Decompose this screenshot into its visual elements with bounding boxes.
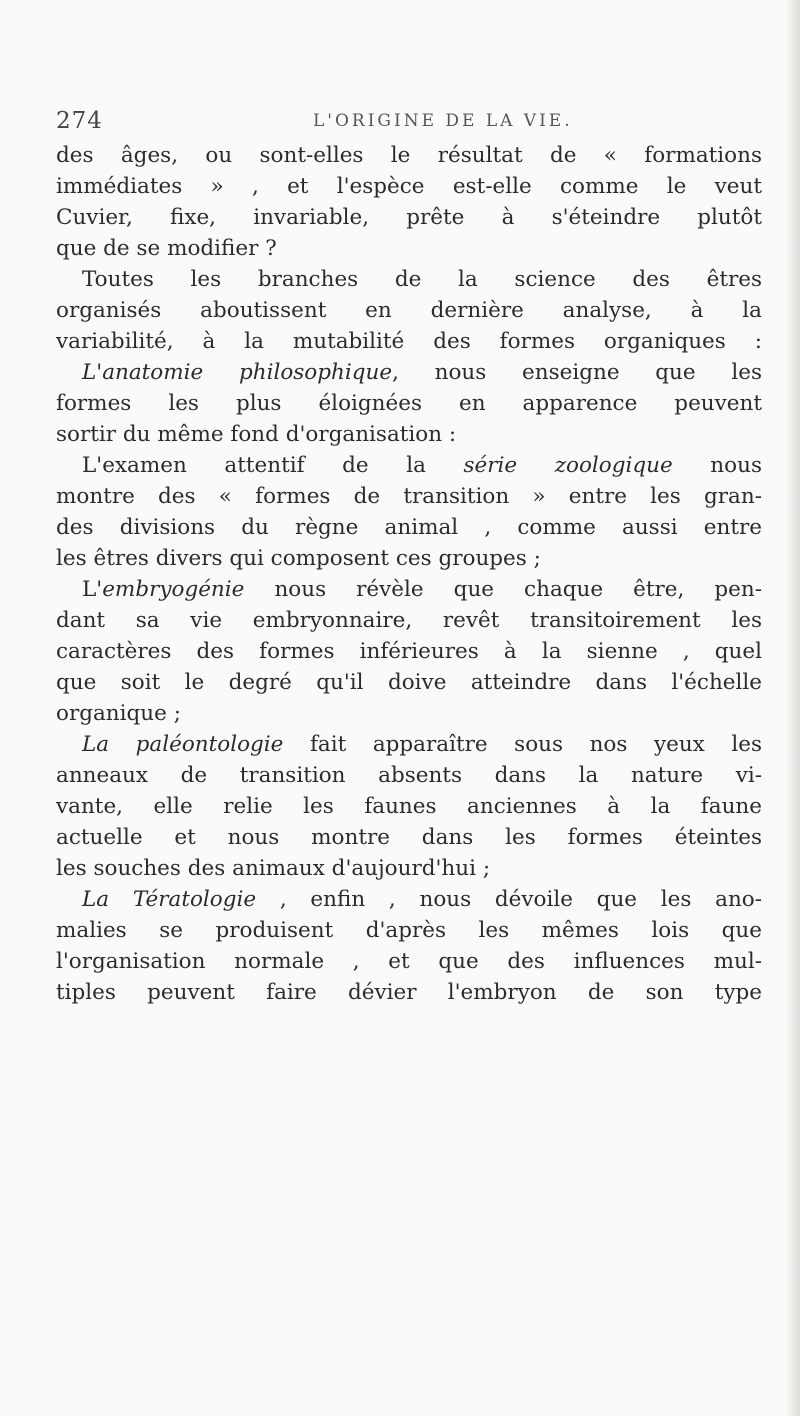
text-line bbox=[56, 698, 762, 729]
text-run: nous révèle que chaque être, pen- bbox=[244, 577, 762, 602]
text-run: Cuvier, fixe, invariable, prête à s'éteindre plutôt bbox=[56, 205, 762, 230]
text-run: l'organisation normale , et que des influences mul- bbox=[56, 949, 762, 974]
text-run: , enfin , nous dévoile que les ano- bbox=[256, 887, 762, 912]
text-line bbox=[56, 481, 762, 512]
text-line bbox=[56, 295, 762, 326]
text-run: nous bbox=[672, 453, 762, 478]
text-run: organisés aboutissent en dernière analyse, à la bbox=[56, 298, 762, 323]
text-line bbox=[56, 202, 762, 233]
text-run: des divisions du règne animal , comme aussi entre bbox=[56, 515, 762, 540]
text-line bbox=[56, 233, 762, 264]
text-run: montre des « formes de transition » entre les gran- bbox=[56, 484, 762, 509]
text-line bbox=[56, 543, 762, 574]
text-line bbox=[56, 853, 762, 884]
text-line bbox=[56, 946, 762, 977]
text-run: sortir du même fond d'organisation : bbox=[56, 422, 457, 447]
text-line bbox=[56, 977, 762, 1008]
text-line bbox=[56, 636, 762, 667]
text-run: immédiates » , et l'espèce est-elle comme le veut bbox=[56, 174, 762, 199]
italic-term: L'anatomie philosophique bbox=[82, 360, 393, 385]
text-line bbox=[56, 791, 762, 822]
text-run: formes les plus éloignées en apparence peuvent bbox=[56, 391, 762, 416]
text-line bbox=[56, 450, 762, 481]
text-line bbox=[56, 264, 762, 295]
running-head bbox=[56, 108, 756, 138]
text-line bbox=[56, 419, 762, 450]
text-line bbox=[56, 574, 762, 605]
text-line bbox=[56, 326, 762, 357]
text-line bbox=[56, 140, 762, 171]
text-line bbox=[56, 357, 762, 388]
text-run: actuelle et nous montre dans les formes éteintes bbox=[56, 825, 762, 850]
text-line bbox=[56, 729, 762, 760]
text-run: L'examen attentif de la bbox=[82, 453, 464, 478]
text-line bbox=[56, 667, 762, 698]
page-edge-shadow bbox=[786, 0, 800, 1416]
text-line bbox=[56, 512, 762, 543]
text-run: anneaux de transition absents dans la nature vi- bbox=[56, 763, 762, 788]
text-line bbox=[56, 822, 762, 853]
text-run: que de se modifier ? bbox=[56, 236, 277, 261]
body-text bbox=[56, 140, 762, 1008]
text-run: organique ; bbox=[56, 701, 181, 726]
italic-term: La Tératologie bbox=[82, 887, 257, 912]
text-line bbox=[56, 884, 762, 915]
italic-term: La paléontologie bbox=[82, 732, 284, 757]
text-run: variabilité, à la mutabilité des formes organiques : bbox=[56, 329, 762, 354]
text-run: tiples peuvent faire dévier l'embryon de son type bbox=[56, 980, 762, 1005]
text-run: dant sa vie embryonnaire, revêt transitoirement les bbox=[56, 608, 762, 633]
italic-term: série zoologique bbox=[463, 453, 673, 478]
text-run: que soit le degré qu'il doive atteindre dans l'échelle bbox=[56, 670, 762, 695]
text-run: les êtres divers qui composent ces groupes ; bbox=[56, 546, 541, 571]
text-run: vante, elle relie les faunes anciennes à la faune bbox=[56, 794, 762, 819]
text-run: caractères des formes inférieures à la sienne , quel bbox=[56, 639, 762, 664]
text-line bbox=[56, 915, 762, 946]
text-line bbox=[56, 388, 762, 419]
running-title: L'ORIGINE DE LA VIE. bbox=[313, 111, 573, 131]
text-line bbox=[56, 605, 762, 636]
text-run: fait apparaître sous nos yeux les bbox=[283, 732, 763, 757]
text-run: , nous enseigne que les bbox=[392, 360, 762, 385]
italic-term: embryogénie bbox=[102, 577, 245, 602]
text-line bbox=[56, 171, 762, 202]
text-run: malies se produisent d'après les mêmes lois que bbox=[56, 918, 762, 943]
text-run: L' bbox=[82, 577, 103, 602]
text-run: Toutes les branches de la science des êtres bbox=[82, 267, 762, 292]
page-number: 274 bbox=[56, 108, 103, 134]
text-run: des âges, ou sont-elles le résultat de « formations bbox=[56, 143, 762, 168]
text-line bbox=[56, 760, 762, 791]
text-run: les souches des animaux d'aujourd'hui ; bbox=[56, 856, 491, 881]
